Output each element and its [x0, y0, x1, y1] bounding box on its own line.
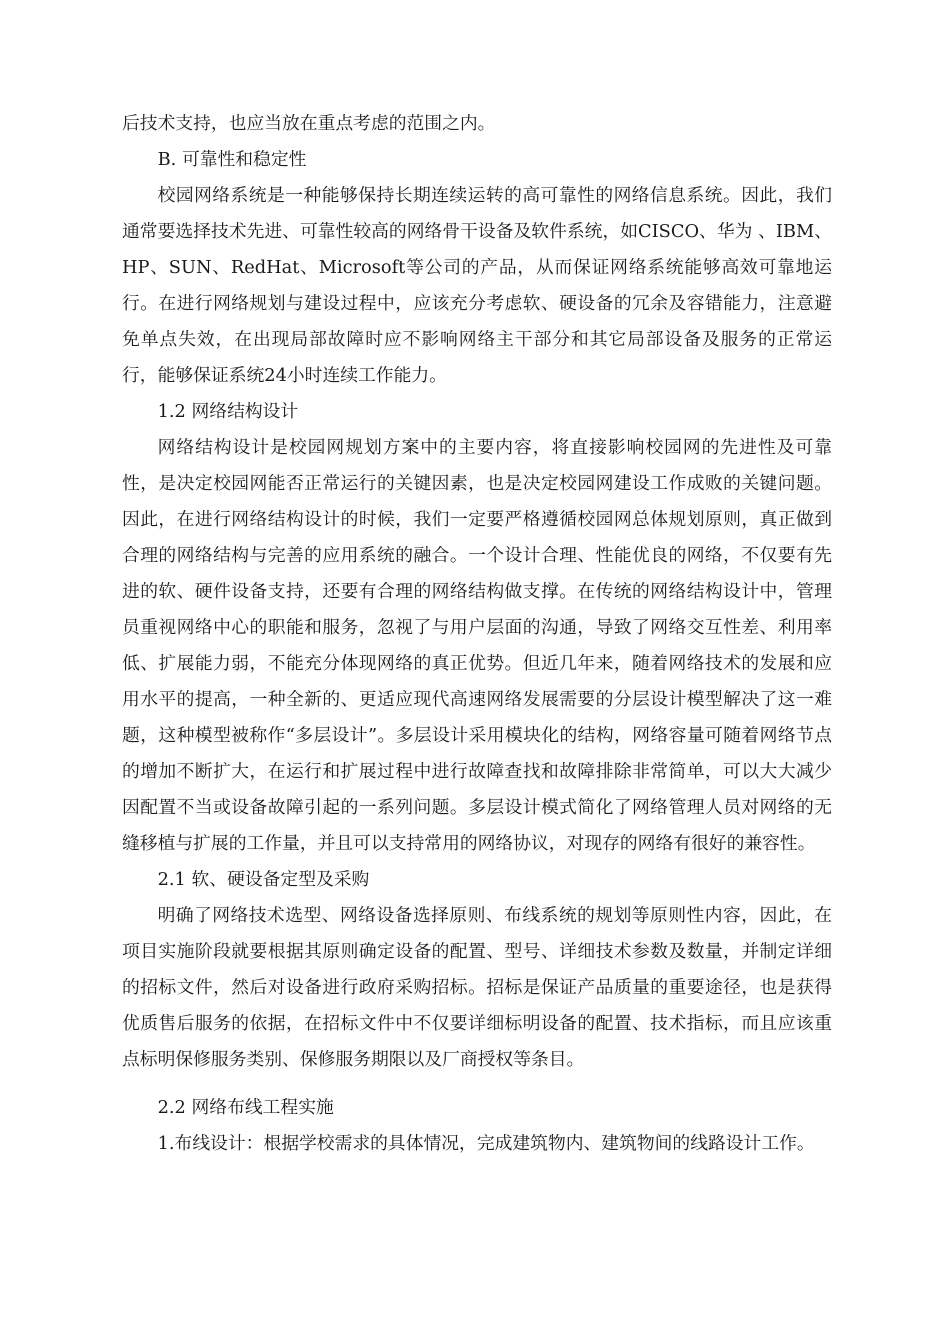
- section-heading-cabling: 2.2 网络布线工程实施: [157, 1097, 334, 1118]
- paragraph-equipment-procurement: 明确了网络技术选型、网络设备选择原则、布线系统的规划等原则性内容，因此，在项目实施阶段就要根据其原则确定设备的配置、型号、详细技术参数及数量，并制定详细的招标文件，然后对设备进行政府采购招标。招标是保证产品质量的重要途径，也是获得优质售后服务的依据，在招标文件中不仅要详细标明设备的配置、技术指标，而且应该重点标明保修服务类别、保修服务期限以及厂商授权等条目。: [122, 905, 832, 1070]
- section-heading-reliability: B. 可靠性和稳定性: [157, 149, 307, 170]
- paragraph-continuation: 后技术支持，也应当放在重点考虑的范围之内。: [122, 113, 496, 134]
- section-heading-equipment-procurement: 2.1 软、硬设备定型及采购: [157, 869, 370, 890]
- paragraph-cabling-design: 1.布线设计：根据学校需求的具体情况，完成建筑物内、建筑物间的线路设计工作。: [157, 1133, 815, 1154]
- paragraph-network-structure: 网络结构设计是校园网规划方案中的主要内容，将直接影响校园网的先进性及可靠性，是决定校园网能否正常运行的关键因素，也是决定校园网建设工作成败的关键问题。因此，在进行网络结构设计的时候，我们一定要严格遵循校园网总体规划原则，真正做到合理的网络结构与完善的应用系统的融合。一个设计合理、性能优良的网络，不仅要有先进的软、硬件设备支持，还要有合理的网络结构做支撑。在传统的网络结构设计中，管理员重视网络中心的职能和服务，忽视了与用户层面的沟通，导致了网络交互性差、利用率低、扩展能力弱，不能充分体现网络的真正优势。但近几年来，随着网络技术的发展和应用水平的提高，一种全新的、更适应现代高速网络发展需要的分层设计模型解决了这一难题，这种模型被称作“多层设计”。多层设计采用模块化的结构，网络容量可随着网络节点的增加不断扩大，在运行和扩展过程中进行故障查找和故障排除非常简单，可以大大减少因配置不当或设备故障引起的一系列问题。多层设计模式简化了网络管理人员对网络的无缝移植与扩展的工作量，并且可以支持常用的网络协议，对现存的网络有很好的兼容性。: [122, 437, 832, 854]
- section-heading-network-structure: 1.2 网络结构设计: [157, 401, 299, 422]
- paragraph-reliability: 校园网络系统是一种能够保持长期连续运转的高可靠性的网络信息系统。因此，我们通常要选择技术先进、可靠性较高的网络骨干设备及软件系统，如CISCO、华为 、IBM、HP、SUN、RedHat、Microsoft等公司的产品，从而保证网络系统能够高效可靠地运行。在进行网络规划与建设过程中，应该充分考虑软、硬设备的冗余及容错能力，注意避免单点失效，在出现局部故障时应不影响网络主干部分和其它局部设备及服务的正常运行，能够保证系统24小时连续工作能力。: [122, 185, 832, 386]
- document-body: [122, 106, 832, 1162]
